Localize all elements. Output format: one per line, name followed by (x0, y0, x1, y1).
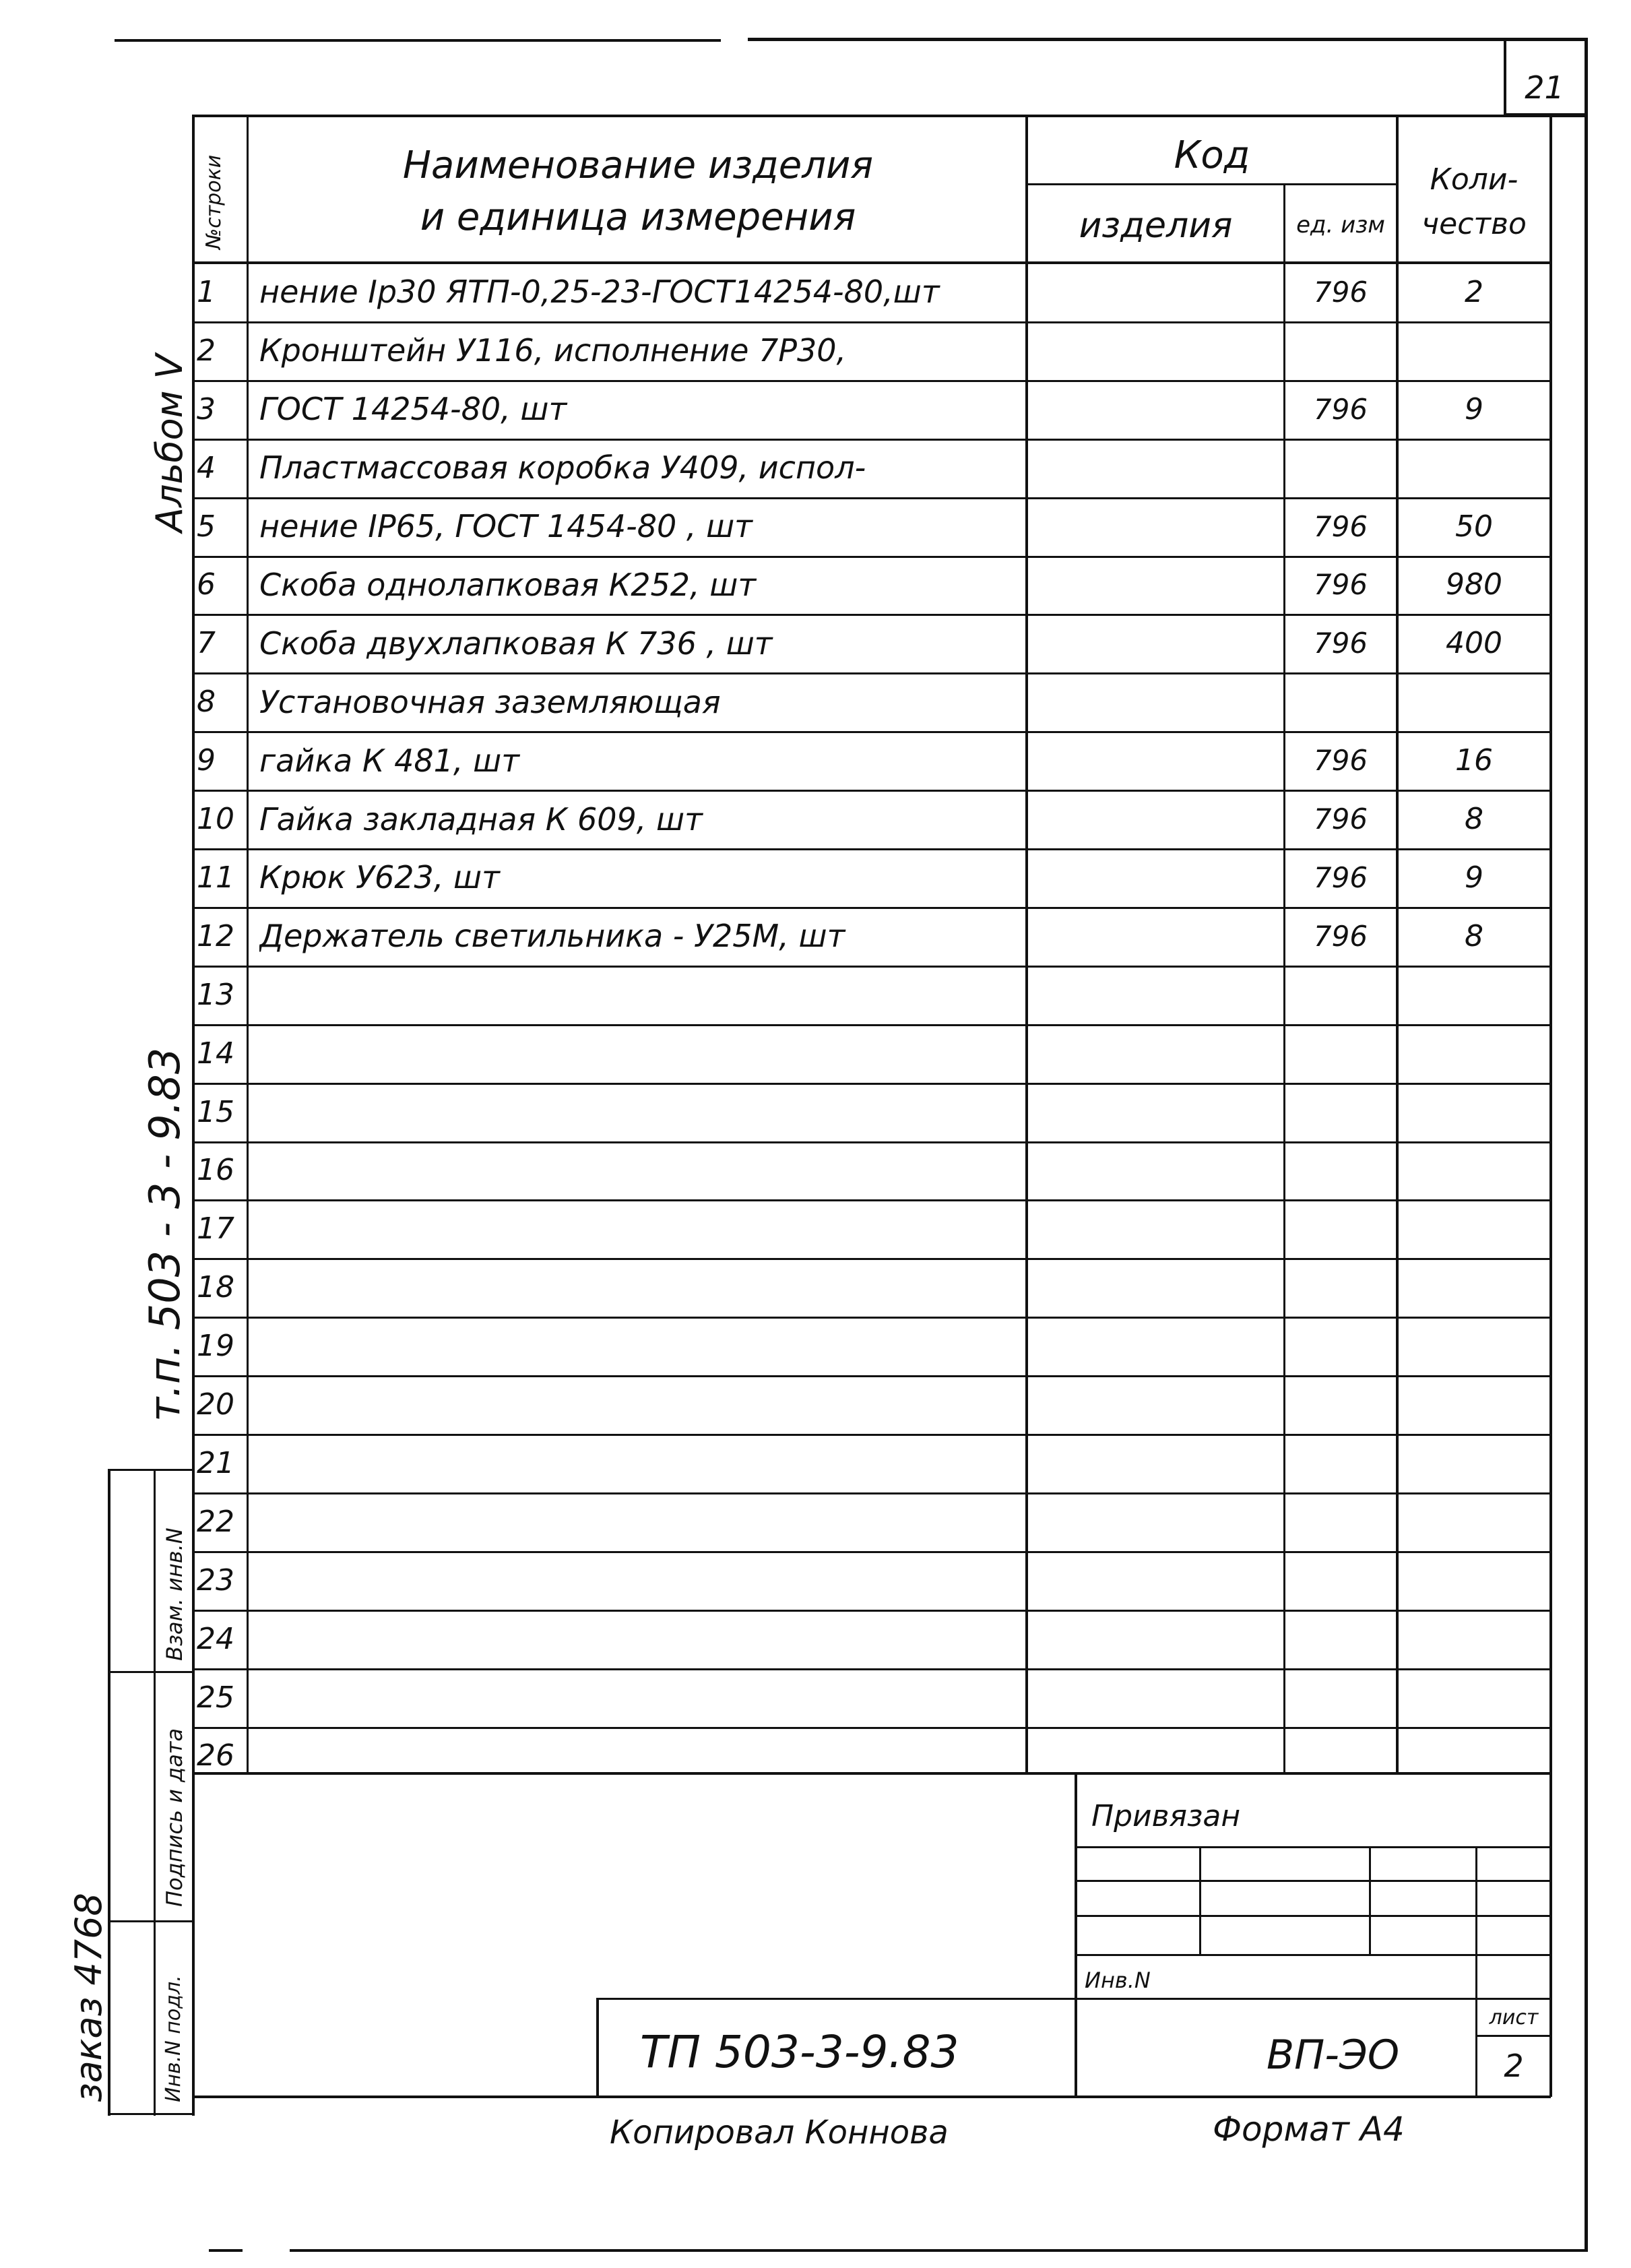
row-name (259, 1492, 1021, 1551)
header-code-unit: ед. изм (1296, 212, 1385, 239)
row-quantity (1399, 321, 1549, 380)
row-name: Пластмассовая коробка У409, испол- (259, 449, 866, 486)
row-number: 21 (197, 1445, 234, 1480)
row-unit (1285, 439, 1396, 497)
row-number: 4 (197, 450, 216, 485)
row-unit: 796 (1313, 860, 1368, 894)
row-unit (1285, 1492, 1396, 1551)
row-unit: 796 (1313, 568, 1368, 602)
row-name: нение IP65, ГОСТ 1454-80 , шт (259, 508, 753, 545)
row-unit (1285, 1610, 1396, 1668)
row-unit (1285, 966, 1396, 1024)
tb-row-line-3 (1075, 1915, 1551, 1917)
row-name: Кронштейн У116, исполнение 7Р30, (259, 332, 847, 369)
stamp-inv-replace: Взам. инв.N (162, 1527, 187, 1661)
bound-label: Привязан (1091, 1798, 1241, 1833)
row-name: Скоба двухлапковая К 736 , шт (259, 625, 773, 662)
row-quantity (1399, 1668, 1549, 1727)
album-label: Альбом V (148, 354, 191, 532)
row-unit (1285, 1199, 1396, 1258)
row-number: 24 (197, 1621, 234, 1656)
row-quantity: 2 (1465, 274, 1483, 309)
row-quantity (1399, 1024, 1549, 1083)
row-name (259, 1610, 1021, 1668)
row-quantity: 8 (1465, 918, 1483, 953)
row-number: 17 (197, 1211, 234, 1247)
header-code-split (1025, 183, 1396, 185)
document-code: ТП 503-3-9.83 (640, 2025, 959, 2078)
sheet-corner-number: 21 (1525, 69, 1564, 106)
tb-row-line-1 (1075, 1846, 1551, 1848)
row-quantity (1399, 1258, 1549, 1317)
row-unit (1285, 1083, 1396, 1141)
row-quantity (1399, 1492, 1549, 1551)
row-quantity (1399, 1610, 1549, 1668)
row-quantity (1399, 1551, 1549, 1610)
stamp-inv-orig: Инв.N подл. (162, 1975, 185, 2102)
row-quantity: 980 (1446, 567, 1502, 602)
row-name: Держатель светильника - У25М, шт (259, 918, 845, 955)
document-mark: ВП-ЭО (1267, 2031, 1400, 2079)
stamp-divider-1 (108, 1671, 194, 1673)
row-quantity (1399, 1141, 1549, 1200)
row-quantity: 9 (1465, 391, 1483, 427)
table-frame-top (192, 115, 1587, 117)
row-name (259, 1551, 1021, 1610)
row-unit: 796 (1313, 802, 1368, 836)
row-number: 19 (197, 1329, 234, 1364)
row-unit (1285, 1434, 1396, 1492)
stamp-divider-2 (108, 1920, 194, 1922)
row-number: 26 (197, 1738, 234, 1773)
row-number: 15 (197, 1094, 234, 1129)
row-name: гайка К 481, шт (259, 742, 520, 779)
row-number: 3 (197, 391, 216, 427)
outer-frame-bottom (290, 2249, 1587, 2252)
row-name (259, 1141, 1021, 1200)
main-stamp-top (596, 1998, 1076, 2000)
row-number: 13 (197, 977, 234, 1012)
row-number: 23 (197, 1563, 234, 1598)
row-number: 5 (197, 509, 216, 544)
top-border-line-right (748, 38, 1587, 41)
header-name-line1: Наименование изделия (402, 143, 874, 187)
outer-frame-bottom-left (209, 2249, 243, 2252)
tb-row-line-4 (1075, 1954, 1551, 1956)
top-border-line (115, 39, 721, 42)
sheet-number: 2 (1504, 2048, 1524, 2084)
row-unit: 796 (1313, 392, 1368, 426)
row-number: 11 (197, 860, 234, 895)
outer-frame-right (1585, 38, 1588, 2252)
stamp-strip-right (192, 1469, 195, 2116)
row-quantity (1399, 1083, 1549, 1141)
row-quantity (1399, 1375, 1549, 1434)
stamp-strip-mid (154, 1469, 156, 2116)
row-number: 1 (197, 274, 216, 309)
row-name: Крюк У623, шт (259, 859, 500, 896)
header-code: Код (1174, 133, 1250, 177)
corner-box-left (1504, 40, 1506, 116)
row-quantity: 400 (1446, 626, 1502, 661)
row-unit (1285, 1258, 1396, 1317)
row-unit (1285, 321, 1396, 380)
row-name (259, 1727, 1021, 1786)
row-name: Установочная заземляющая (259, 683, 721, 720)
row-quantity (1399, 1199, 1549, 1258)
row-unit (1285, 1141, 1396, 1200)
row-name (259, 1375, 1021, 1434)
row-name: нение Ip30 ЯТП-0,25-23-ГОСТ14254-80,шт (259, 274, 940, 311)
row-unit (1285, 1727, 1396, 1786)
row-name (259, 1668, 1021, 1727)
row-name (259, 966, 1021, 1024)
row-quantity (1399, 672, 1549, 731)
table-frame-bottom (192, 2096, 1551, 2098)
stamp-strip-top (108, 1469, 194, 1471)
row-quantity (1399, 439, 1549, 497)
row-unit (1285, 672, 1396, 731)
row-unit: 796 (1313, 509, 1368, 543)
row-number: 9 (197, 743, 216, 778)
row-quantity: 9 (1465, 860, 1483, 895)
header-row-number: №строки (202, 154, 226, 249)
row-quantity (1399, 1434, 1549, 1492)
row-number: 7 (197, 626, 216, 661)
row-number: 22 (197, 1504, 234, 1539)
tb-inv-bottom (1075, 1998, 1551, 2000)
row-number: 8 (197, 685, 216, 720)
tp-number-vertical: т.п. 503 - 3 - 9.83 (140, 1047, 189, 1422)
row-number: 12 (197, 918, 234, 953)
row-name (259, 1083, 1021, 1141)
sheet-format: Формат А4 (1213, 2110, 1405, 2149)
row-name (259, 1024, 1021, 1083)
tb-col-line-3 (1475, 1846, 1477, 2008)
row-unit: 796 (1313, 275, 1368, 309)
row-number: 16 (197, 1153, 234, 1188)
tb-row-line-2 (1075, 1880, 1551, 1882)
inv-number-label: Инв.N (1085, 1967, 1151, 1993)
row-quantity (1399, 966, 1549, 1024)
order-number: заказ 4768 (67, 1893, 110, 2102)
row-number: 18 (197, 1270, 234, 1305)
row-quantity (1399, 1317, 1549, 1375)
col-line-rowno (247, 116, 249, 1773)
table-frame-right (1549, 116, 1552, 2097)
row-quantity: 16 (1455, 743, 1493, 778)
row-number: 20 (197, 1387, 234, 1422)
sheet-label: лист (1489, 2005, 1539, 2029)
row-unit (1285, 1668, 1396, 1727)
header-code-item: изделия (1079, 206, 1233, 246)
stamp-strip-bottom (108, 2113, 194, 2115)
tb-col-line-1 (1199, 1846, 1201, 1955)
row-quantity: 8 (1465, 802, 1483, 837)
row-number: 14 (197, 1036, 234, 1071)
row-quantity: 50 (1455, 509, 1493, 544)
row-name (259, 1199, 1021, 1258)
stamp-sign-date: Подпись и дата (162, 1728, 187, 1907)
row-name (259, 1317, 1021, 1375)
row-unit: 796 (1313, 627, 1368, 660)
row-quantity (1399, 1727, 1549, 1786)
sheet-box-divider (1475, 2035, 1551, 2037)
header-quantity: Коли-чество (1421, 162, 1527, 241)
copied-by: Копировал Коннова (610, 2114, 949, 2151)
row-number: 10 (197, 802, 234, 837)
row-number: 25 (197, 1680, 234, 1715)
row-name: ГОСТ 14254-80, шт (259, 391, 567, 428)
row-unit (1285, 1317, 1396, 1375)
row-number: 6 (197, 567, 216, 602)
row-unit (1285, 1551, 1396, 1610)
row-unit: 796 (1313, 919, 1368, 953)
row-unit (1285, 1375, 1396, 1434)
row-name: Скоба однолапковая К252, шт (259, 566, 757, 603)
row-name (259, 1258, 1021, 1317)
col-line-name (1025, 116, 1028, 1773)
row-unit (1285, 1024, 1396, 1083)
tb-col-line-2 (1369, 1846, 1371, 1955)
header-name-line2: и единица измерения (420, 195, 856, 239)
row-unit: 796 (1313, 744, 1368, 778)
main-stamp-left (596, 1998, 599, 2097)
row-number: 2 (197, 333, 216, 368)
row-name (259, 1434, 1021, 1492)
row-name: Гайка закладная К 609, шт (259, 800, 703, 838)
